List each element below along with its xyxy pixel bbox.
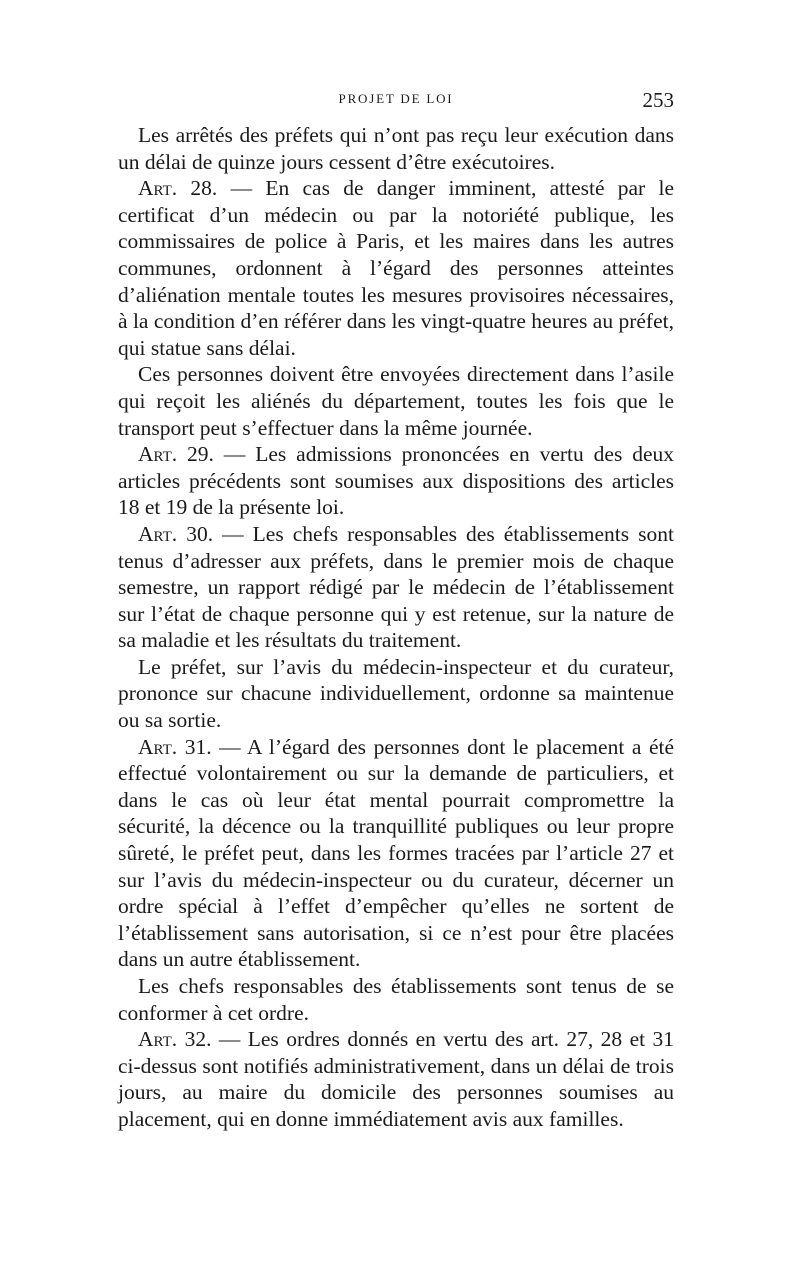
paragraph-text: — Les admissions prononcées en vertu des deux articles précédents sont soumises aux dispositions des articles 18 et 19 de la présente loi. [118, 442, 674, 520]
paragraph-8 [118, 973, 674, 1026]
page-number: 253 [642, 88, 674, 112]
article-label: Art. 30. [138, 521, 214, 546]
paragraph-6 [118, 654, 674, 734]
paragraph-text: — Les ordres donnés en vertu des art. 27, 28 et 31 ci-dessus sont notifiés administrativement, dans un délai de trois jours, au maire du domicile des personnes soumises au placement, qui en donne immédiatement avis aux familles. [118, 1027, 674, 1131]
paragraph-art-29 [118, 441, 674, 521]
article-label: Art. 32. [138, 1027, 212, 1052]
paragraph-art-30 [118, 521, 674, 654]
paragraph-text: Les chefs responsables des établissements sont tenus de se conformer à cet ordre. [118, 974, 674, 1025]
paragraph-1 [118, 122, 674, 175]
page-header [118, 88, 674, 122]
paragraph-3 [118, 361, 674, 441]
body-text [118, 122, 674, 1133]
paragraph-text: Ces personnes doivent être envoyées directement dans l’asile qui reçoit les aliénés du département, toutes les fois que le transport peut s’effectuer dans la même journée. [118, 362, 674, 440]
paragraph-text: Les arrêtés des préfets qui n’ont pas reçu leur exécution dans un délai de quinze jours cessent d’être exécutoires. [118, 123, 674, 174]
paragraph-text: — En cas de danger imminent, attesté par le certificat d’un médecin ou par la notoriété publique, les commissaires de police à Paris, et les maires dans les autres communes, ordonnent à l’égard des personnes atteintes d’aliénation mentale toutes les mesures provisoires nécessaires, à la condition d’en référer dans les vingt-quatre heures au préfet, qui statue sans délai. [118, 176, 674, 360]
article-label: Art. 28. [138, 176, 218, 201]
paragraph-art-28 [118, 175, 674, 361]
paragraph-text: — A l’égard des personnes dont le placement a été effectué volontairement ou sur la demande de particuliers, et dans le cas où leur état mental pourrait compromettre la sécurité, la décence ou la tranquillité publiques ou leur propre sûreté, le préfet peut, dans les formes tracées par l’article 27 et sur l’avis du médecin-inspecteur ou du curateur, décerner un ordre spécial à l’effet d’empêcher qu’elles ne sortent de l’établissement sans autorisation, si ce n’est pour être placées dans un autre établissement. [118, 734, 675, 972]
article-label: Art. 31. [138, 734, 212, 759]
book-page [118, 88, 674, 1133]
paragraph-art-31 [118, 734, 674, 973]
article-label: Art. 29. [138, 442, 214, 467]
paragraph-art-32 [118, 1026, 674, 1132]
running-title: PROJET DE LOI [338, 91, 454, 106]
paragraph-text: — Les chefs responsables des établissements sont tenus d’adresser aux préfets, dans le premier mois de chaque semestre, un rapport rédigé par le médecin de l’établissement sur l’état de chaque personne qui y est retenue, sur la nature de sa maladie et les résultats du traitement. [118, 521, 675, 653]
paragraph-text: Le préfet, sur l’avis du médecin-inspecteur et du curateur, prononce sur chacune individuellement, ordonne sa maintenue ou sa sortie. [118, 654, 674, 733]
